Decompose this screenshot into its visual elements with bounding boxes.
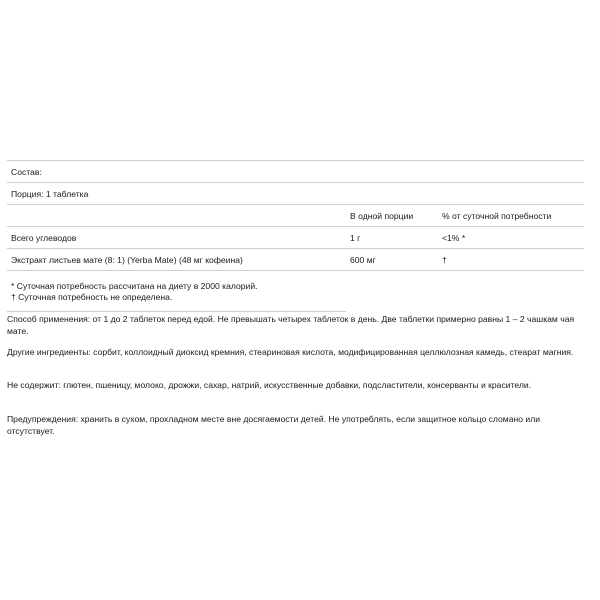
table-row [7, 161, 584, 183]
warnings: Предупреждения: хранить в сухом, прохладном месте вне досягаемости детей. Не употреблять, если защитное кольцо сломано или отсутствует. [7, 414, 541, 436]
empty-cell [438, 161, 584, 183]
empty-cell [346, 161, 438, 183]
nutrient-amount: 600 мг [346, 249, 438, 271]
nutrient-name: Экстракт листьев мате (8: 1) (Yerba Mate) (48 мг кофеина) [7, 249, 346, 271]
serving-size-label: Порция: 1 таблетка [7, 183, 346, 205]
empty-cell [7, 205, 346, 227]
empty-cell [346, 183, 438, 205]
composition-label: Состав: [7, 161, 346, 183]
footnotes-row [7, 271, 584, 312]
does-not-contain: Не содержит: глютен, пшеницу, молоко, дрожжи, сахар, натрий, искусственные добавки, подсластители, консерванты и красители. [7, 380, 532, 390]
footnotes [7, 271, 346, 312]
empty-cell [438, 271, 584, 312]
table-row [7, 183, 584, 205]
nutrient-daily-value: <1% * [438, 227, 584, 249]
table-header-row [7, 205, 584, 227]
nutrient-daily-value: † [438, 249, 584, 271]
supplement-facts-table [7, 160, 584, 312]
usage-directions: Способ применения: от 1 до 2 таблеток перед едой. Не превышать четырех таблеток в день. Две таблетки примерно равны 1 – 2 чашкам чая мате. [7, 314, 575, 336]
nutrient-amount: 1 г [346, 227, 438, 249]
column-header-per-serving: В одной порции [346, 205, 438, 227]
table-row [7, 249, 584, 271]
column-header-daily-value: % от суточной потребности [438, 205, 584, 227]
nutrient-name: Всего углеводов [7, 227, 346, 249]
other-ingredients: Другие ингредиенты: сорбит, коллоидный диоксид кремния, стеариновая кислота, модифицированная целлюлозная камедь, стеарат магния. [7, 347, 574, 357]
footnote-not-established: † Суточная потребность не определена. [11, 292, 173, 302]
empty-cell [346, 271, 438, 312]
table-row [7, 227, 584, 249]
footnote-daily-value: * Суточная потребность рассчитана на диету в 2000 калорий. [11, 281, 258, 291]
empty-cell [438, 183, 584, 205]
